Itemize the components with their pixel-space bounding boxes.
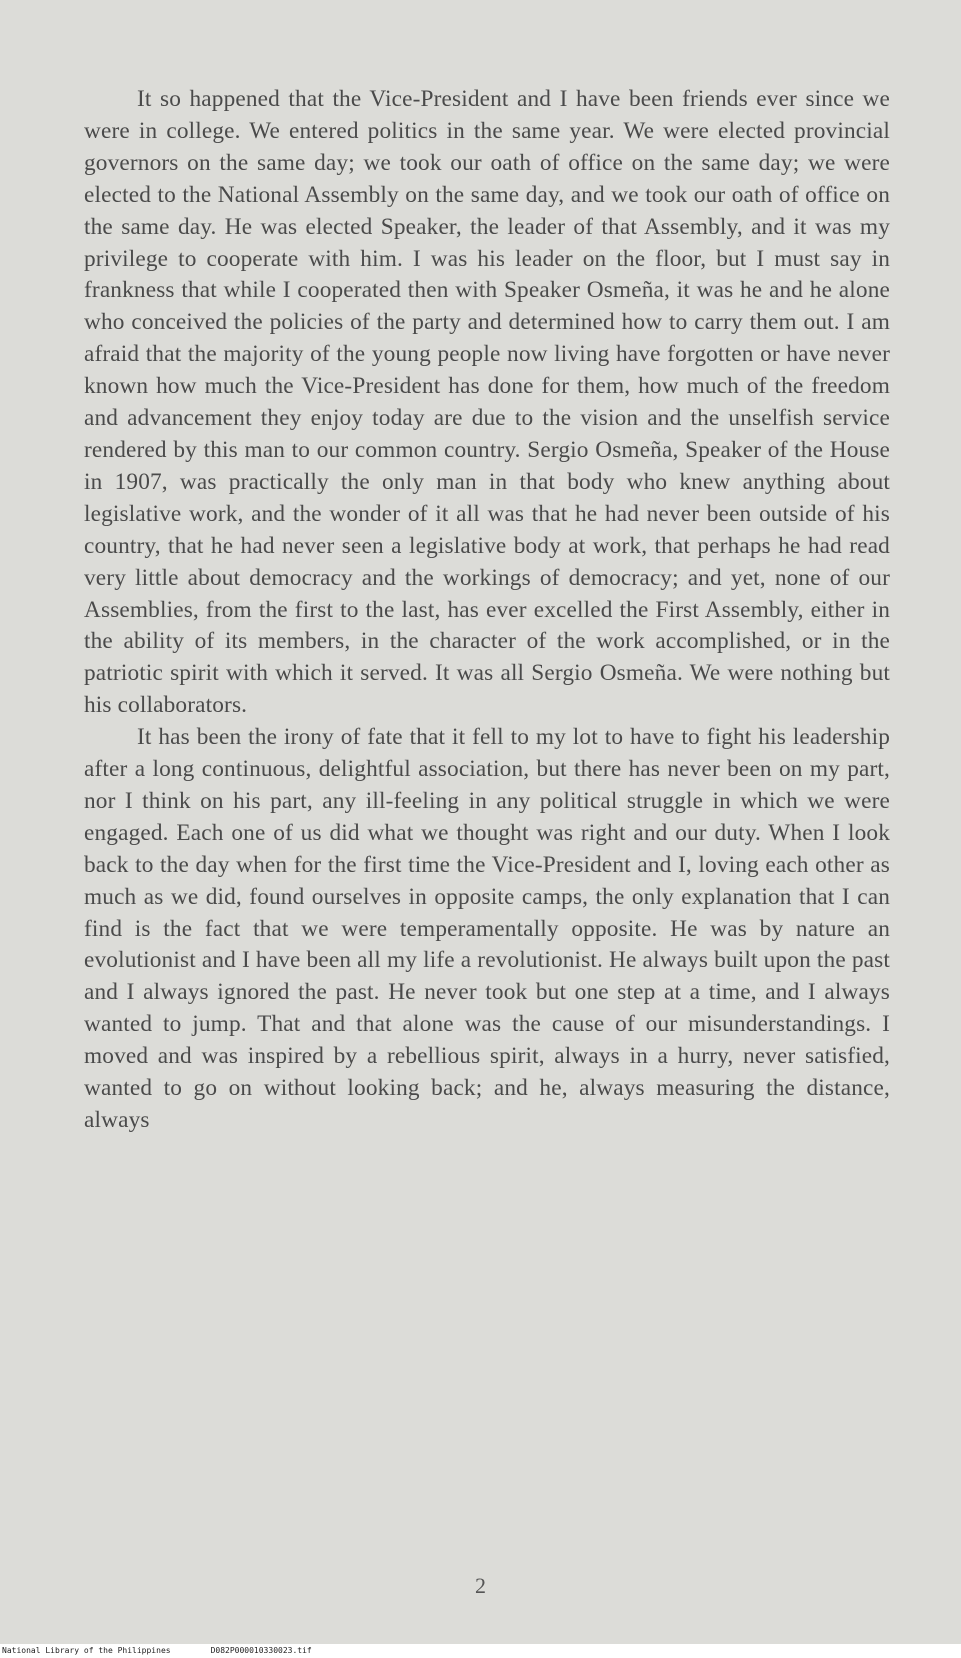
body-text: [84, 84, 890, 1137]
footer-institution: National Library of the Philippines: [2, 1646, 171, 1655]
paragraph-2: It has been the irony of fate that it fell to my lot to have to fight his leadership after a long continuous, delightful association, but there has never been on my part, nor I think on his part, any ill-feeling in any political struggle in which we were engaged. Each one of us did what we thought was right and our duty. When I look back to the day when for the first time the Vice-President and I, loving each other as much as we did, found ourselves in opposite camps, the only explanation that I can find is the fact that we were temperamentally opposite. He was by nature an evolutionist and I have been all my life a revolutionist. He always built upon the past and I always ignored the past. He never took but one step at a time, and I always wanted to jump. That and that alone was the cause of our misunderstandings. I moved and was inspired by a rebellious spirit, always in a hurry, never satisfied, wanted to go on without looking back; and he, always measuring the distance, always: [84, 724, 890, 1133]
scan-footer: [0, 1644, 961, 1658]
paragraph-1: It so happened that the Vice-President and I have been friends ever since we were in college. We entered politics in the same year. We were elected provincial governors on the same day; we took our oath of office on the same day; we were elected to the National Assembly on the same day, and we took our oath of office on the same day. He was elected Speaker, the leader of that Assembly, and it was my privilege to cooperate with him. I was his leader on the floor, but I must say in frankness that while I cooperated then with Speaker Osmeña, it was he and he alone who conceived the policies of the party and determined how to carry them out. I am afraid that the majority of the young people now living have forgotten or have never known how much the Vice-President has done for them, how much of the freedom and advancement they enjoy today are due to the vision and the unselfish service rendered by this man to our common country. Sergio Osmeña, Speaker of the House in 1907, was practically the only man in that body who knew anything about legislative work, and the wonder of it all was that he had never been outside of his country, that he had never seen a legislative body at work, that perhaps he had read very little about democracy and the workings of democracy; and yet, none of our Assemblies, from the first to the last, has ever excelled the First Assembly, either in the ability of its members, in the character of the work accomplished, or in the patriotic spirit with which it served. It was all Sergio Osmeña. We were nothing but his collaborators.: [84, 86, 890, 719]
footer-file-id: D082P000010330023.tif: [210, 1646, 312, 1655]
page-number: 2: [475, 1573, 486, 1598]
